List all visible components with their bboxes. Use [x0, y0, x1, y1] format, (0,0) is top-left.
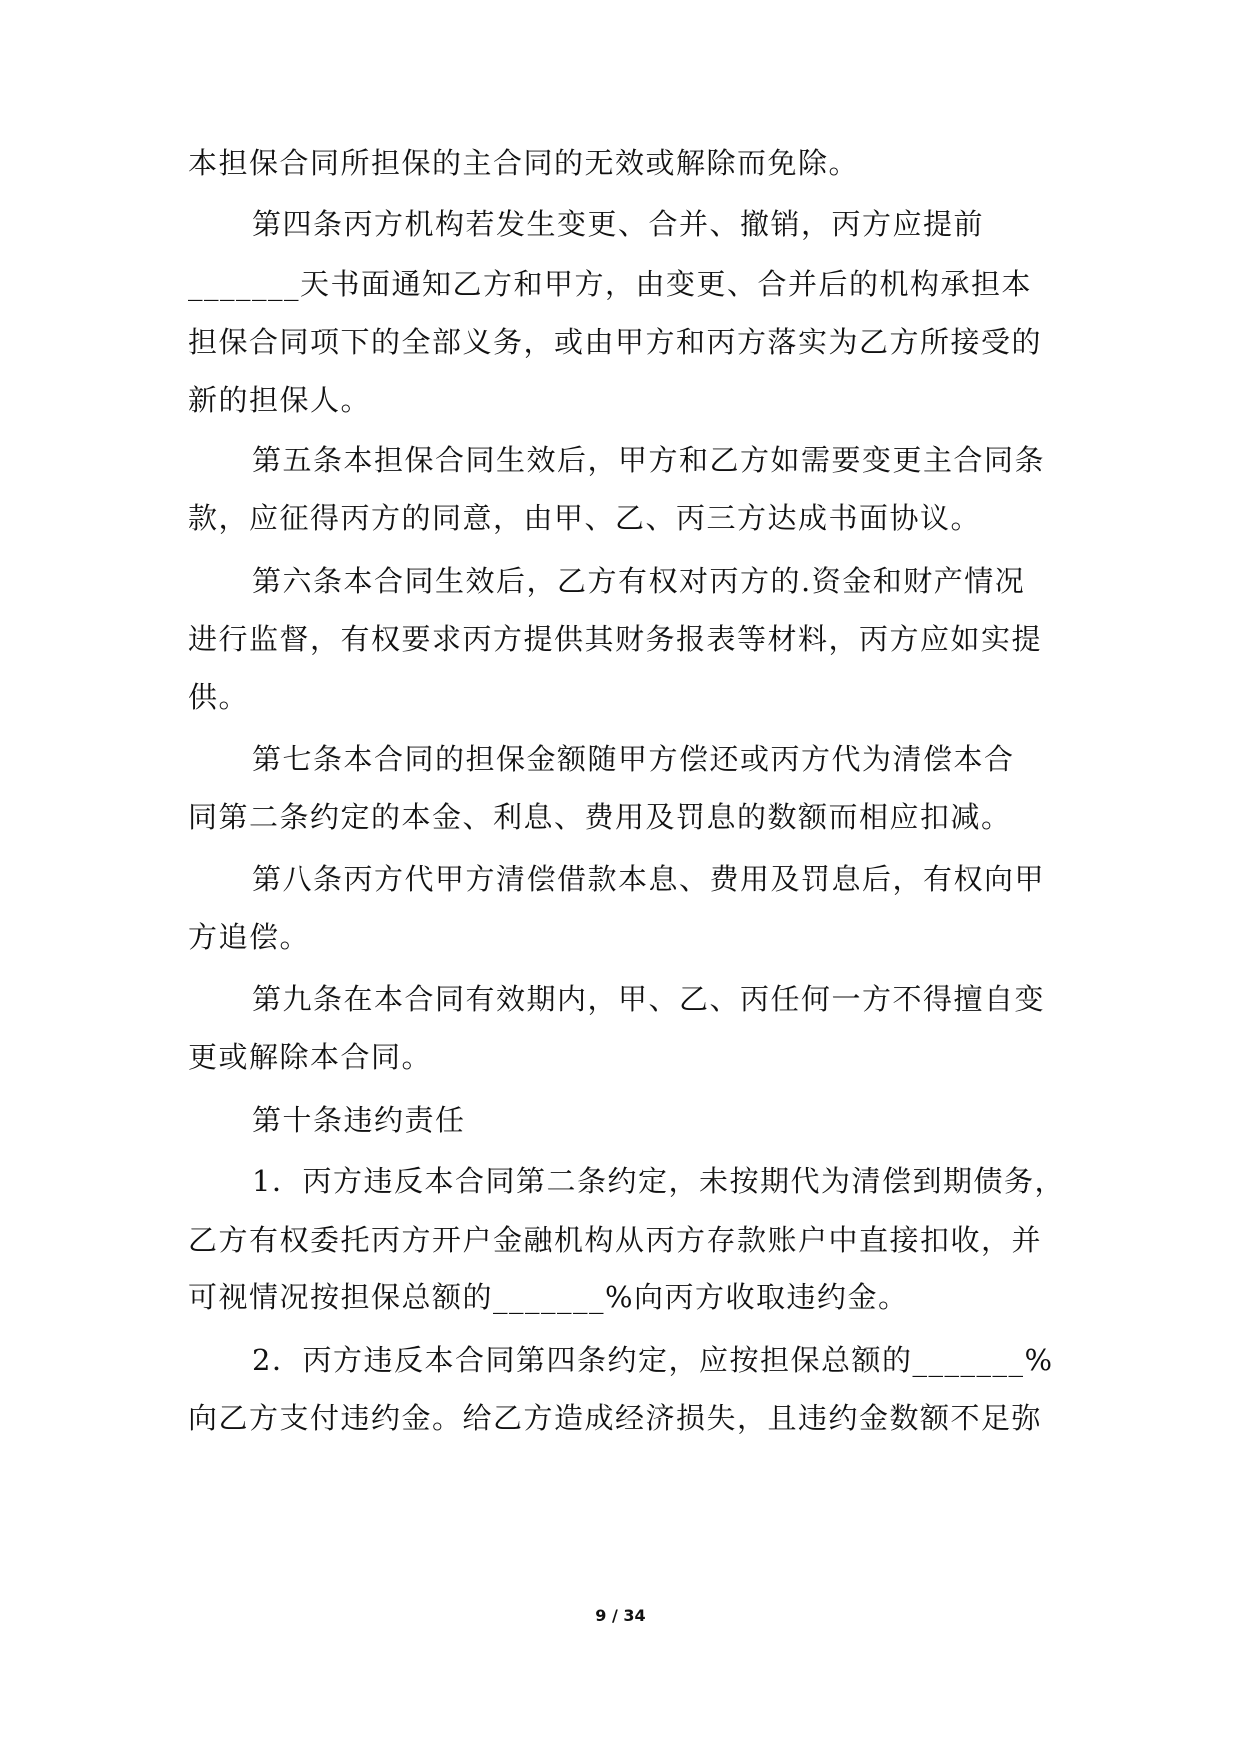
text-line: 1．丙方违反本合同第二条约定，未按期代为清偿到期债务， — [252, 1164, 1065, 1198]
text-line: 可视情况按担保总额的_______%向丙方收取违约金。 — [188, 1280, 909, 1314]
text-line: 第七条本合同的担保金额随甲方偿还或丙方代为清偿本合 — [252, 742, 1015, 776]
text-line: 第十条违约责任 — [252, 1103, 466, 1137]
text-line: 方追偿。 — [188, 920, 311, 954]
text-line: 供。 — [188, 680, 250, 714]
text-line: 新的担保人。 — [188, 383, 372, 417]
text-line: 第五条本担保合同生效后，甲方和乙方如需要变更主合同条 — [252, 443, 1046, 477]
text-line: _______天书面通知乙方和甲方，由变更、合并后的机构承担本 — [188, 267, 1033, 301]
text-line: 进行监督，有权要求丙方提供其财务报表等材料，丙方应如实提 — [188, 622, 1043, 656]
text-line: 乙方有权委托丙方开户金融机构从丙方存款账户中直接扣收，并 — [188, 1223, 1043, 1257]
text-line: 第四条丙方机构若发生变更、合并、撤销，丙方应提前 — [252, 207, 985, 241]
text-line: 第九条在本合同有效期内，甲、乙、丙任何一方不得擅自变 — [252, 982, 1046, 1016]
text-line: 向乙方支付违约金。给乙方造成经济损失，且违约金数额不足弥 — [188, 1401, 1043, 1435]
text-line: 第六条本合同生效后，乙方有权对丙方的.资金和财产情况 — [252, 564, 1026, 598]
text-line: 担保合同项下的全部义务，或由甲方和丙方落实为乙方所接受的 — [188, 325, 1043, 359]
text-line: 款，应征得丙方的同意，由甲、乙、丙三方达成书面协议。 — [188, 501, 982, 535]
page-number: 9 / 34 — [595, 1606, 646, 1625]
text-line: 同第二条约定的本金、利息、费用及罚息的数额而相应扣减。 — [188, 800, 1012, 834]
text-line: 更或解除本合同。 — [188, 1040, 433, 1074]
text-line: 第八条丙方代甲方清偿借款本息、费用及罚息后，有权向甲 — [252, 862, 1046, 896]
text-line: 本担保合同所担保的主合同的无效或解除而免除。 — [188, 146, 860, 180]
text-line: 2．丙方违反本合同第四条约定，应按担保总额的_______% — [252, 1343, 1054, 1377]
